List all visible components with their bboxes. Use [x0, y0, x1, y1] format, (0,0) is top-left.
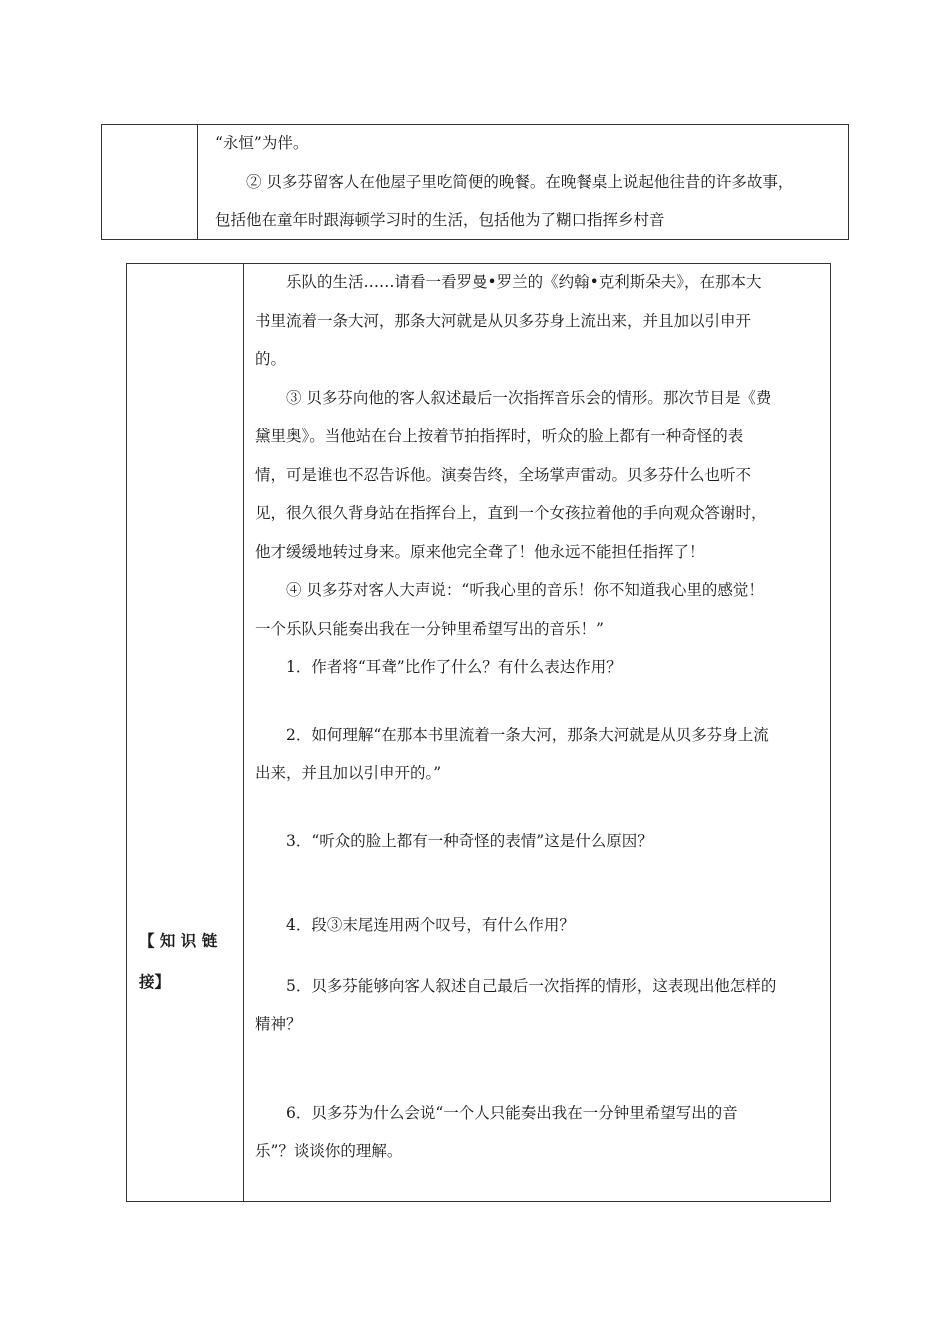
top-table	[101, 124, 849, 240]
passage-line: 的。	[255, 350, 287, 368]
main-table-divider	[243, 264, 244, 1201]
passage-line: 乐队的生活……请看一看罗曼•罗兰的《约翰•克利斯朵夫》，在那本大	[286, 273, 762, 291]
passage-line: ④ 贝多芬对客人大声说：“听我心里的音乐！你不知道我心里的感觉！	[286, 581, 764, 599]
question-5: 5．贝多芬能够向客人叙述自己最后一次指挥的情形，这表现出他怎样的	[286, 976, 777, 995]
text-line: 包括他在童年时跟海顿学习时的生活，包括他为了糊口指挥乡村音	[215, 211, 665, 229]
question-2-cont: 出来，并且加以引申开的。”	[255, 764, 442, 782]
question-list	[255, 648, 827, 1171]
passage-line: 一个乐队只能奏出我在一分钟里希望写出的音乐！”	[255, 619, 604, 638]
section-label-line2: 接】	[139, 973, 171, 991]
passage	[255, 263, 827, 648]
top-table-content-cell	[215, 124, 845, 240]
passage-line: 黛里奥》。当他站在台上按着节拍指挥时，听众的脸上都有一种奇怪的表	[255, 427, 744, 445]
top-table-divider	[197, 125, 198, 239]
passage-line: ③ 贝多芬向他的客人叙述最后一次指挥音乐会的情形。那次节目是《费	[286, 388, 772, 407]
question-3: 3．“听众的脸上都有一种奇怪的表情”这是什么原因？	[286, 831, 653, 850]
passage-line: 见，很久很久背身站在指挥台上，直到一个女孩拉着他的手向观众答谢时，	[255, 504, 767, 522]
question-6: 6．贝多芬为什么会说“一个人只能奏出我在一分钟里希望写出的音	[286, 1103, 738, 1122]
question-5-cont: 精神？	[255, 1015, 302, 1033]
text-line: “永恒”为伴。	[215, 134, 309, 152]
question-4: 4．段③末尾连用两个叹号，有什么作用？	[286, 916, 575, 934]
question-2: 2．如何理解“在那本书里流着一条大河，那条大河就是从贝多芬身上流	[286, 725, 769, 744]
passage-line: 书里流着一条大河，那条大河就是从贝多芬身上流出来，并且加以引申开	[255, 311, 752, 330]
question-1: 1．作者将“耳聋”比作了什么？有什么表达作用？	[286, 658, 622, 676]
passage-line: 情，可是谁也不忍告诉他。演奏告终，全场掌声雷动。贝多芬什么也听不	[255, 465, 752, 484]
question-6-cont: 乐”？谈谈你的理解。	[255, 1142, 403, 1160]
passage-line: 他才缓缓地转过身来。原来他完全聋了！他永远不能担任指挥了！	[255, 542, 705, 561]
section-label-line1: 【 知 识 链	[139, 932, 218, 950]
passage-cell	[255, 263, 827, 1171]
main-table	[126, 263, 831, 1202]
text-line: ② 贝多芬留客人在他屋子里吃简便的晚餐。在晚餐桌上说起他往昔的许多故事，	[246, 172, 794, 191]
